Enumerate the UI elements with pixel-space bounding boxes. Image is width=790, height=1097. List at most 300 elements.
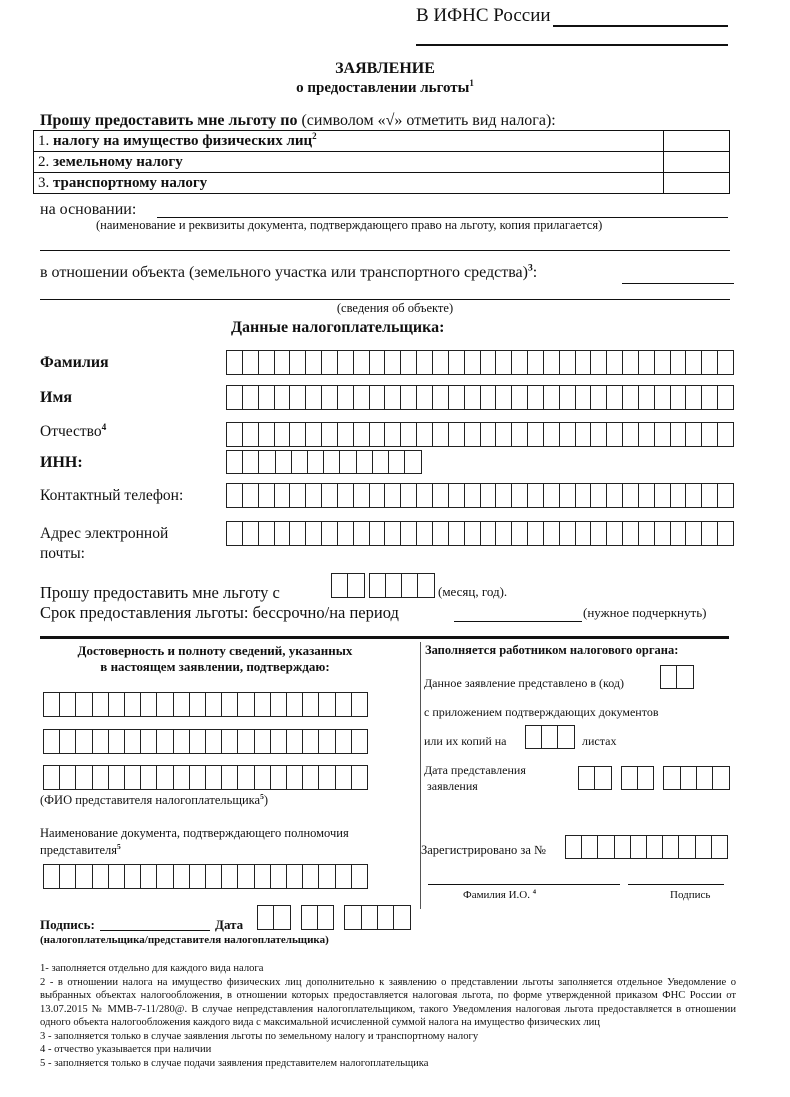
char-cell[interactable]	[660, 665, 678, 689]
char-cell[interactable]	[541, 725, 559, 749]
char-cell[interactable]	[302, 692, 320, 717]
char-cell[interactable]	[242, 350, 259, 375]
char-cell[interactable]	[237, 765, 255, 790]
char-cell[interactable]	[226, 385, 243, 410]
char-cell[interactable]	[701, 521, 718, 546]
char-cell[interactable]	[495, 422, 512, 447]
char-cell[interactable]	[527, 521, 544, 546]
char-cell[interactable]	[289, 422, 306, 447]
char-cell[interactable]	[622, 350, 639, 375]
char-cell[interactable]	[676, 665, 694, 689]
char-cell[interactable]	[258, 521, 275, 546]
char-cell[interactable]	[646, 835, 664, 859]
patronymic-input[interactable]	[226, 422, 734, 447]
char-cell[interactable]	[254, 729, 272, 754]
char-cell[interactable]	[614, 835, 632, 859]
char-cell[interactable]	[606, 483, 623, 508]
char-cell[interactable]	[353, 350, 370, 375]
char-cell[interactable]	[43, 692, 61, 717]
char-cell[interactable]	[678, 835, 696, 859]
char-cell[interactable]	[226, 521, 243, 546]
char-cell[interactable]	[286, 692, 304, 717]
officer-fio-line[interactable]	[428, 884, 620, 885]
char-cell[interactable]	[384, 422, 401, 447]
submission-code-input[interactable]	[660, 665, 694, 689]
char-cell[interactable]	[597, 835, 615, 859]
char-cell[interactable]	[305, 483, 322, 508]
char-cell[interactable]	[173, 765, 191, 790]
signature-field-line[interactable]	[100, 930, 210, 931]
char-cell[interactable]	[140, 729, 158, 754]
char-cell[interactable]	[663, 766, 681, 790]
char-cell[interactable]	[495, 483, 512, 508]
char-cell[interactable]	[701, 385, 718, 410]
char-cell[interactable]	[351, 729, 369, 754]
char-cell[interactable]	[289, 350, 306, 375]
char-cell[interactable]	[242, 483, 259, 508]
char-cell[interactable]	[156, 692, 174, 717]
char-cell[interactable]	[318, 864, 336, 889]
char-cell[interactable]	[416, 385, 433, 410]
char-cell[interactable]	[258, 483, 275, 508]
char-cell[interactable]	[543, 521, 560, 546]
char-cell[interactable]	[242, 521, 259, 546]
char-cell[interactable]	[575, 385, 592, 410]
char-cell[interactable]	[696, 766, 714, 790]
char-cell[interactable]	[205, 864, 223, 889]
char-cell[interactable]	[543, 422, 560, 447]
char-cell[interactable]	[353, 483, 370, 508]
char-cell[interactable]	[257, 905, 275, 930]
char-cell[interactable]	[92, 765, 110, 790]
char-cell[interactable]	[594, 766, 612, 790]
char-cell[interactable]	[464, 483, 481, 508]
char-cell[interactable]	[351, 864, 369, 889]
char-cell[interactable]	[464, 350, 481, 375]
char-cell[interactable]	[140, 864, 158, 889]
char-cell[interactable]	[670, 483, 687, 508]
char-cell[interactable]	[622, 422, 639, 447]
char-cell[interactable]	[575, 521, 592, 546]
char-cell[interactable]	[654, 385, 671, 410]
char-cell[interactable]	[274, 422, 291, 447]
char-cell[interactable]	[75, 729, 93, 754]
char-cell[interactable]	[286, 765, 304, 790]
char-cell[interactable]	[353, 422, 370, 447]
char-cell[interactable]	[480, 521, 497, 546]
char-cell[interactable]	[622, 385, 639, 410]
submission-date-input[interactable]	[578, 766, 736, 790]
char-cell[interactable]	[717, 422, 734, 447]
representative-fio-row-3[interactable]	[43, 765, 368, 790]
char-cell[interactable]	[432, 350, 449, 375]
char-cell[interactable]	[511, 350, 528, 375]
char-cell[interactable]	[622, 483, 639, 508]
char-cell[interactable]	[258, 350, 275, 375]
char-cell[interactable]	[59, 692, 77, 717]
char-cell[interactable]	[305, 521, 322, 546]
char-cell[interactable]	[226, 483, 243, 508]
char-cell[interactable]	[335, 864, 353, 889]
char-cell[interactable]	[289, 521, 306, 546]
sheets-count-input[interactable]	[525, 725, 575, 749]
char-cell[interactable]	[43, 765, 61, 790]
char-cell[interactable]	[511, 483, 528, 508]
char-cell[interactable]	[337, 521, 354, 546]
email-input[interactable]	[226, 521, 734, 546]
char-cell[interactable]	[575, 483, 592, 508]
char-cell[interactable]	[638, 483, 655, 508]
char-cell[interactable]	[289, 483, 306, 508]
char-cell[interactable]	[662, 835, 680, 859]
char-cell[interactable]	[527, 350, 544, 375]
char-cell[interactable]	[685, 483, 702, 508]
char-cell[interactable]	[189, 729, 207, 754]
char-cell[interactable]	[92, 692, 110, 717]
char-cell[interactable]	[59, 729, 77, 754]
char-cell[interactable]	[448, 483, 465, 508]
char-cell[interactable]	[237, 864, 255, 889]
char-cell[interactable]	[480, 350, 497, 375]
char-cell[interactable]	[511, 521, 528, 546]
char-cell[interactable]	[393, 905, 411, 930]
char-cell[interactable]	[59, 765, 77, 790]
char-cell[interactable]	[384, 483, 401, 508]
char-cell[interactable]	[495, 350, 512, 375]
char-cell[interactable]	[317, 905, 335, 930]
char-cell[interactable]	[581, 835, 599, 859]
char-cell[interactable]	[711, 835, 729, 859]
signature-date-input[interactable]	[257, 905, 417, 930]
char-cell[interactable]	[377, 905, 395, 930]
char-cell[interactable]	[353, 521, 370, 546]
char-cell[interactable]	[559, 350, 576, 375]
phone-input[interactable]	[226, 483, 734, 508]
char-cell[interactable]	[274, 350, 291, 375]
char-cell[interactable]	[254, 692, 272, 717]
char-cell[interactable]	[416, 350, 433, 375]
char-cell[interactable]	[670, 385, 687, 410]
char-cell[interactable]	[258, 450, 276, 474]
char-cell[interactable]	[464, 521, 481, 546]
char-cell[interactable]	[685, 350, 702, 375]
char-cell[interactable]	[321, 422, 338, 447]
basis-field-line-2[interactable]	[40, 250, 730, 251]
char-cell[interactable]	[274, 385, 291, 410]
char-cell[interactable]	[511, 422, 528, 447]
char-cell[interactable]	[92, 729, 110, 754]
object-field-line-2[interactable]	[40, 299, 730, 300]
char-cell[interactable]	[480, 422, 497, 447]
char-cell[interactable]	[124, 692, 142, 717]
char-cell[interactable]	[369, 573, 387, 598]
char-cell[interactable]	[242, 385, 259, 410]
char-cell[interactable]	[695, 835, 713, 859]
char-cell[interactable]	[670, 350, 687, 375]
char-cell[interactable]	[318, 692, 336, 717]
char-cell[interactable]	[385, 573, 403, 598]
char-cell[interactable]	[356, 450, 374, 474]
char-cell[interactable]	[205, 765, 223, 790]
char-cell[interactable]	[75, 765, 93, 790]
char-cell[interactable]	[361, 905, 379, 930]
char-cell[interactable]	[108, 729, 126, 754]
char-cell[interactable]	[321, 483, 338, 508]
representative-fio-row-2[interactable]	[43, 729, 368, 754]
char-cell[interactable]	[543, 385, 560, 410]
char-cell[interactable]	[557, 725, 575, 749]
char-cell[interactable]	[400, 385, 417, 410]
char-cell[interactable]	[401, 573, 419, 598]
char-cell[interactable]	[527, 422, 544, 447]
char-cell[interactable]	[286, 729, 304, 754]
char-cell[interactable]	[654, 350, 671, 375]
char-cell[interactable]	[701, 350, 718, 375]
char-cell[interactable]	[606, 385, 623, 410]
char-cell[interactable]	[289, 385, 306, 410]
char-cell[interactable]	[527, 385, 544, 410]
tax-checkbox-land[interactable]	[664, 152, 730, 173]
char-cell[interactable]	[448, 521, 465, 546]
char-cell[interactable]	[270, 765, 288, 790]
char-cell[interactable]	[270, 729, 288, 754]
char-cell[interactable]	[221, 692, 239, 717]
tax-checkbox-transport[interactable]	[664, 173, 730, 194]
char-cell[interactable]	[637, 766, 655, 790]
char-cell[interactable]	[432, 385, 449, 410]
char-cell[interactable]	[321, 350, 338, 375]
char-cell[interactable]	[654, 483, 671, 508]
char-cell[interactable]	[578, 766, 596, 790]
char-cell[interactable]	[448, 350, 465, 375]
char-cell[interactable]	[347, 573, 365, 598]
char-cell[interactable]	[384, 385, 401, 410]
char-cell[interactable]	[108, 692, 126, 717]
char-cell[interactable]	[337, 422, 354, 447]
char-cell[interactable]	[124, 729, 142, 754]
char-cell[interactable]	[717, 521, 734, 546]
char-cell[interactable]	[242, 422, 259, 447]
char-cell[interactable]	[369, 483, 386, 508]
authority-doc-input[interactable]	[43, 864, 368, 889]
char-cell[interactable]	[369, 385, 386, 410]
char-cell[interactable]	[400, 483, 417, 508]
char-cell[interactable]	[221, 864, 239, 889]
char-cell[interactable]	[685, 521, 702, 546]
char-cell[interactable]	[321, 521, 338, 546]
char-cell[interactable]	[274, 521, 291, 546]
char-cell[interactable]	[606, 422, 623, 447]
char-cell[interactable]	[638, 422, 655, 447]
char-cell[interactable]	[43, 864, 61, 889]
char-cell[interactable]	[717, 385, 734, 410]
char-cell[interactable]	[559, 385, 576, 410]
char-cell[interactable]	[258, 422, 275, 447]
char-cell[interactable]	[712, 766, 730, 790]
char-cell[interactable]	[590, 385, 607, 410]
char-cell[interactable]	[124, 765, 142, 790]
char-cell[interactable]	[638, 385, 655, 410]
char-cell[interactable]	[305, 422, 322, 447]
char-cell[interactable]	[701, 422, 718, 447]
char-cell[interactable]	[575, 422, 592, 447]
char-cell[interactable]	[318, 729, 336, 754]
char-cell[interactable]	[480, 483, 497, 508]
char-cell[interactable]	[337, 483, 354, 508]
char-cell[interactable]	[237, 692, 255, 717]
char-cell[interactable]	[258, 385, 275, 410]
period-field-line[interactable]	[454, 621, 582, 622]
char-cell[interactable]	[590, 483, 607, 508]
char-cell[interactable]	[606, 350, 623, 375]
char-cell[interactable]	[543, 483, 560, 508]
char-cell[interactable]	[416, 483, 433, 508]
char-cell[interactable]	[654, 422, 671, 447]
char-cell[interactable]	[205, 729, 223, 754]
char-cell[interactable]	[323, 450, 341, 474]
char-cell[interactable]	[226, 422, 243, 447]
char-cell[interactable]	[701, 483, 718, 508]
char-cell[interactable]	[274, 483, 291, 508]
char-cell[interactable]	[543, 350, 560, 375]
char-cell[interactable]	[302, 864, 320, 889]
char-cell[interactable]	[400, 521, 417, 546]
char-cell[interactable]	[638, 350, 655, 375]
char-cell[interactable]	[335, 729, 353, 754]
char-cell[interactable]	[156, 729, 174, 754]
char-cell[interactable]	[685, 385, 702, 410]
char-cell[interactable]	[337, 350, 354, 375]
char-cell[interactable]	[254, 864, 272, 889]
char-cell[interactable]	[173, 692, 191, 717]
char-cell[interactable]	[189, 765, 207, 790]
char-cell[interactable]	[559, 422, 576, 447]
char-cell[interactable]	[622, 521, 639, 546]
char-cell[interactable]	[221, 729, 239, 754]
registration-number-input[interactable]	[565, 835, 728, 859]
char-cell[interactable]	[432, 422, 449, 447]
char-cell[interactable]	[59, 864, 77, 889]
char-cell[interactable]	[559, 483, 576, 508]
char-cell[interactable]	[156, 765, 174, 790]
char-cell[interactable]	[432, 521, 449, 546]
char-cell[interactable]	[156, 864, 174, 889]
char-cell[interactable]	[305, 350, 322, 375]
char-cell[interactable]	[173, 729, 191, 754]
char-cell[interactable]	[140, 692, 158, 717]
char-cell[interactable]	[344, 905, 362, 930]
char-cell[interactable]	[351, 765, 369, 790]
char-cell[interactable]	[301, 905, 319, 930]
char-cell[interactable]	[189, 692, 207, 717]
char-cell[interactable]	[108, 864, 126, 889]
char-cell[interactable]	[321, 385, 338, 410]
char-cell[interactable]	[226, 450, 244, 474]
char-cell[interactable]	[525, 725, 543, 749]
char-cell[interactable]	[464, 385, 481, 410]
char-cell[interactable]	[205, 692, 223, 717]
char-cell[interactable]	[606, 521, 623, 546]
char-cell[interactable]	[335, 692, 353, 717]
char-cell[interactable]	[511, 385, 528, 410]
char-cell[interactable]	[404, 450, 422, 474]
char-cell[interactable]	[273, 905, 291, 930]
surname-input[interactable]	[226, 350, 734, 375]
char-cell[interactable]	[302, 765, 320, 790]
char-cell[interactable]	[302, 729, 320, 754]
start-date-input[interactable]	[331, 573, 441, 598]
char-cell[interactable]	[448, 422, 465, 447]
char-cell[interactable]	[670, 422, 687, 447]
char-cell[interactable]	[416, 422, 433, 447]
char-cell[interactable]	[189, 864, 207, 889]
char-cell[interactable]	[495, 385, 512, 410]
recipient-field-line-1[interactable]	[553, 25, 728, 27]
char-cell[interactable]	[432, 483, 449, 508]
char-cell[interactable]	[480, 385, 497, 410]
char-cell[interactable]	[575, 350, 592, 375]
char-cell[interactable]	[417, 573, 435, 598]
char-cell[interactable]	[680, 766, 698, 790]
char-cell[interactable]	[384, 350, 401, 375]
char-cell[interactable]	[307, 450, 325, 474]
char-cell[interactable]	[318, 765, 336, 790]
char-cell[interactable]	[654, 521, 671, 546]
char-cell[interactable]	[353, 385, 370, 410]
char-cell[interactable]	[400, 350, 417, 375]
char-cell[interactable]	[495, 521, 512, 546]
char-cell[interactable]	[339, 450, 357, 474]
char-cell[interactable]	[400, 422, 417, 447]
char-cell[interactable]	[559, 521, 576, 546]
char-cell[interactable]	[75, 692, 93, 717]
char-cell[interactable]	[448, 385, 465, 410]
char-cell[interactable]	[685, 422, 702, 447]
char-cell[interactable]	[75, 864, 93, 889]
char-cell[interactable]	[237, 729, 255, 754]
char-cell[interactable]	[369, 521, 386, 546]
char-cell[interactable]	[221, 765, 239, 790]
char-cell[interactable]	[337, 385, 354, 410]
object-field-line[interactable]	[622, 283, 734, 284]
char-cell[interactable]	[590, 521, 607, 546]
char-cell[interactable]	[565, 835, 583, 859]
char-cell[interactable]	[621, 766, 639, 790]
char-cell[interactable]	[124, 864, 142, 889]
char-cell[interactable]	[270, 864, 288, 889]
char-cell[interactable]	[226, 350, 243, 375]
char-cell[interactable]	[305, 385, 322, 410]
representative-fio-row-1[interactable]	[43, 692, 368, 717]
char-cell[interactable]	[416, 521, 433, 546]
char-cell[interactable]	[590, 350, 607, 375]
char-cell[interactable]	[638, 521, 655, 546]
officer-signature-line[interactable]	[628, 884, 724, 885]
char-cell[interactable]	[335, 765, 353, 790]
char-cell[interactable]	[286, 864, 304, 889]
char-cell[interactable]	[590, 422, 607, 447]
char-cell[interactable]	[291, 450, 309, 474]
char-cell[interactable]	[372, 450, 390, 474]
char-cell[interactable]	[369, 350, 386, 375]
char-cell[interactable]	[270, 692, 288, 717]
recipient-field-line-2[interactable]	[416, 44, 728, 46]
char-cell[interactable]	[254, 765, 272, 790]
char-cell[interactable]	[717, 483, 734, 508]
char-cell[interactable]	[527, 483, 544, 508]
char-cell[interactable]	[92, 864, 110, 889]
char-cell[interactable]	[108, 765, 126, 790]
